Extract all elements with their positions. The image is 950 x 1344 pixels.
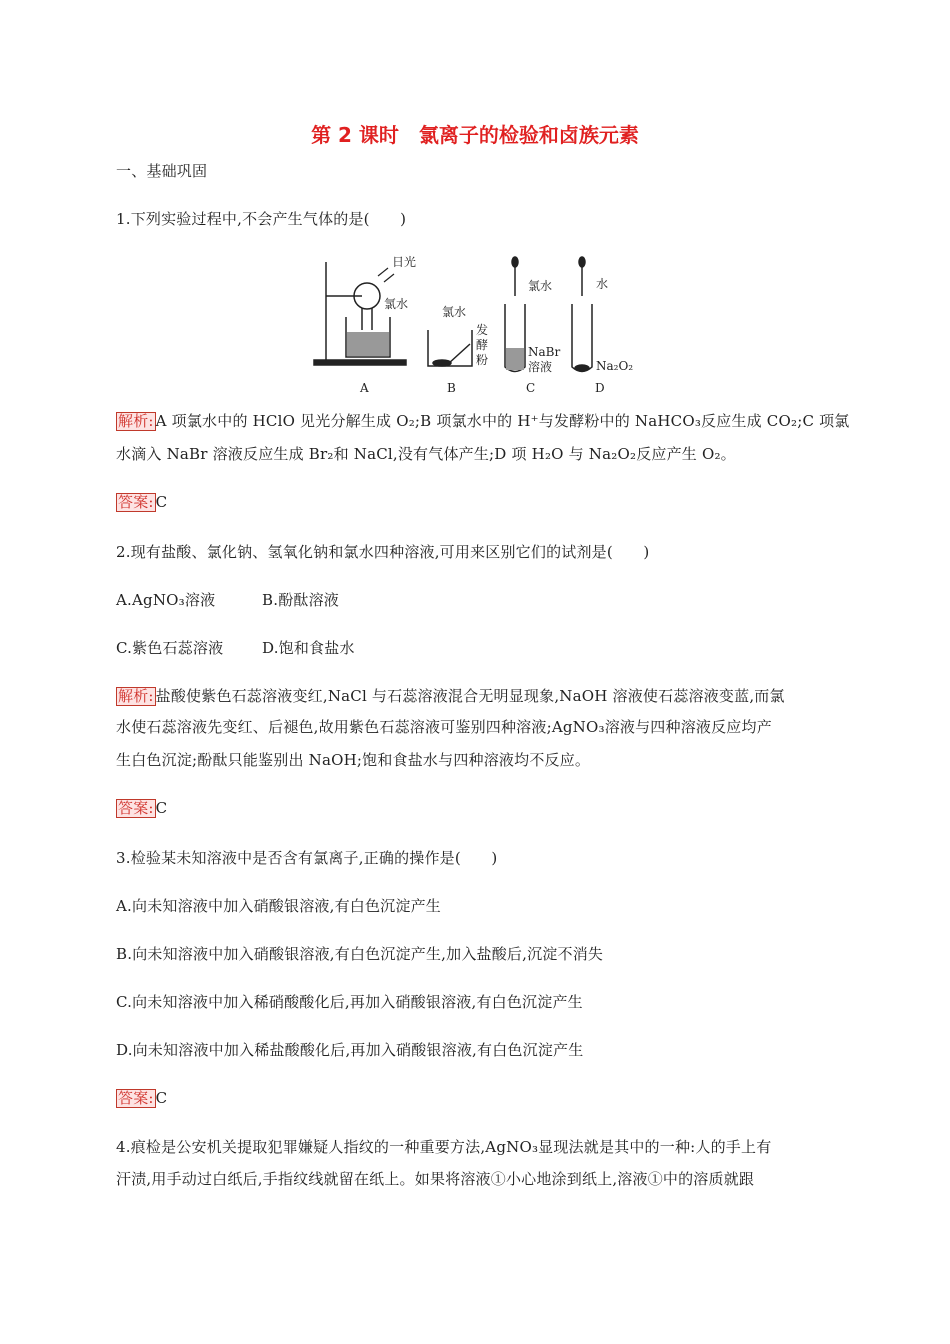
apparatus-c bbox=[505, 257, 525, 372]
q2-option-d: D.饱和食盐水 bbox=[262, 639, 355, 657]
apparatus-a bbox=[314, 262, 409, 365]
q1-analysis-text-1: A 项氯水中的 HClO 见光分解生成 O₂;B 项氯水中的 H⁺与发酵粉中的 NaHCO₃反应生成 CO₂;C 项氯 bbox=[155, 412, 850, 430]
experiment-figure bbox=[300, 252, 650, 397]
label-sunlight: 日光 bbox=[392, 255, 417, 269]
answer-tag: 答案: bbox=[118, 1089, 154, 1107]
answer-tag: 答案: bbox=[118, 799, 154, 817]
analysis-tag: 解析: bbox=[118, 687, 154, 705]
question-3-stem: 3.检验某未知溶液中是否含有氯离子,正确的操作是( ) bbox=[116, 849, 498, 867]
question-1-stem: 1.下列实验过程中,不会产生气体的是( ) bbox=[116, 210, 407, 228]
sun-arrows-icon bbox=[378, 268, 394, 282]
q2-option-a: A.AgNO₃溶液 bbox=[116, 591, 216, 609]
question-2-stem: 2.现有盐酸、氯化钠、氢氧化钠和氯水四种溶液,可用来区别它们的试剂是( ) bbox=[116, 543, 650, 561]
q1-analysis-line-2: 水滴入 NaBr 溶液反应生成 Br₂和 NaCl,没有气体产生;D 项 H₂O 与 Na₂O₂反应产生 O₂。 bbox=[116, 445, 736, 463]
label-chlorine-water-c: 氯水 bbox=[528, 279, 553, 293]
q3-answer bbox=[116, 1088, 167, 1108]
question-4-line-2: 汗渍,用手动过白纸后,手指纹线就留在纸上。如果将溶液①小心地涂到纸上,溶液①中的溶质就跟 bbox=[116, 1170, 755, 1188]
label-b: B bbox=[447, 381, 456, 395]
label-baking-powder: 发 bbox=[476, 323, 489, 337]
q3-option-d: D.向未知溶液中加入稀盐酸酸化后,再加入硝酸银溶液,有白色沉淀产生 bbox=[116, 1041, 584, 1059]
label-solution: 溶液 bbox=[528, 360, 553, 374]
q2-analysis-line-1 bbox=[116, 686, 785, 706]
label-a: A bbox=[360, 381, 369, 395]
label-na2o2: Na₂O₂ bbox=[596, 359, 634, 373]
q3-answer-value: C bbox=[155, 1089, 168, 1107]
q2-option-b: B.酚酞溶液 bbox=[262, 591, 339, 609]
q1-answer bbox=[116, 492, 167, 512]
label-nabr: NaBr bbox=[528, 345, 561, 359]
q1-answer-value: C bbox=[155, 493, 168, 511]
apparatus-d bbox=[572, 257, 592, 372]
q2-analysis-text-1: 盐酸使紫色石蕊溶液变红,NaCl 与石蕊溶液混合无明显现象,NaOH 溶液使石蕊溶液变蓝,而氯 bbox=[155, 687, 785, 705]
q2-option-c: C.紫色石蕊溶液 bbox=[116, 639, 224, 657]
q2-analysis-line-3: 生白色沉淀;酚酞只能鉴别出 NaOH;饱和食盐水与四种溶液均不反应。 bbox=[116, 751, 591, 769]
q3-option-a: A.向未知溶液中加入硝酸银溶液,有白色沉淀产生 bbox=[116, 897, 441, 915]
label-d: D bbox=[595, 381, 605, 395]
svg-text:粉: 粉 bbox=[476, 353, 489, 367]
q3-option-b: B.向未知溶液中加入硝酸银溶液,有白色沉淀产生,加入盐酸后,沉淀不消失 bbox=[116, 945, 604, 963]
label-chlorine-water-a: 氯水 bbox=[384, 297, 409, 311]
section-heading: 一、基础巩固 bbox=[116, 162, 208, 180]
q2-answer bbox=[116, 798, 167, 818]
q2-answer-value: C bbox=[155, 799, 168, 817]
label-chlorine-water-b: 氯水 bbox=[442, 305, 467, 319]
page-title: 第 2 课时 氯离子的检验和卤族元素 bbox=[311, 123, 639, 147]
question-4-line-1: 4.痕检是公安机关提取犯罪嫌疑人指纹的一种重要方法,AgNO₃显现法就是其中的一种:人的手上有 bbox=[116, 1138, 772, 1156]
answer-tag: 答案: bbox=[118, 493, 154, 511]
label-c: C bbox=[526, 381, 536, 395]
label-water: 水 bbox=[596, 277, 609, 291]
analysis-tag: 解析: bbox=[118, 412, 154, 430]
svg-text:酵: 酵 bbox=[476, 338, 489, 352]
q1-analysis-line-1 bbox=[116, 411, 850, 431]
apparatus-b bbox=[428, 330, 472, 366]
q3-option-c: C.向未知溶液中加入稀硝酸酸化后,再加入硝酸银溶液,有白色沉淀产生 bbox=[116, 993, 583, 1011]
q2-analysis-line-2: 水使石蕊溶液先变红、后褪色,故用紫色石蕊溶液可鉴别四种溶液;AgNO₃溶液与四种溶液反应均产 bbox=[116, 718, 772, 736]
